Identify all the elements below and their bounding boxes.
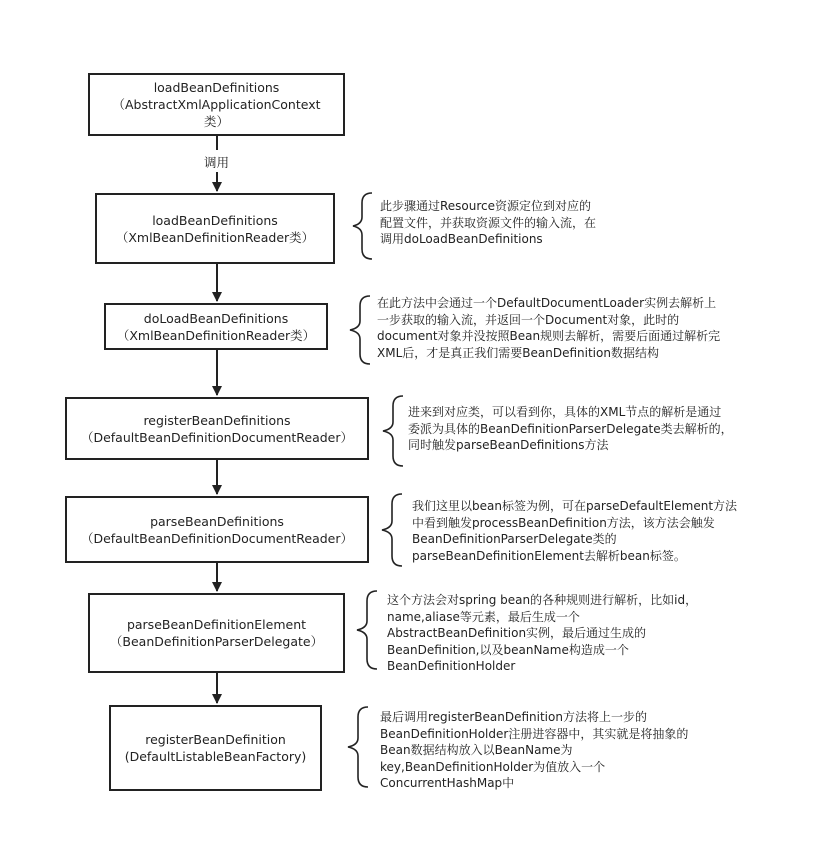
step-register-bean-definition xyxy=(109,705,322,791)
note-6-line-1: 最后调用registerBeanDefinition方法将上一步的 xyxy=(380,710,647,724)
note-1-line-1: 此步骤通过Resource资源定位到对应的 xyxy=(380,199,592,213)
step-6-line-1: parseBeanDefinitionElement xyxy=(126,617,307,632)
note-2-line-2: 一步获取的输入流，并返回一个Document对象，此时的 xyxy=(377,312,680,327)
step-3-line-2: （XmlBeanDefinitionReader类） xyxy=(116,327,316,343)
step-7-line-2: (DefaultListableBeanFactory) xyxy=(124,749,307,764)
step-register-bean-definitions xyxy=(65,397,369,460)
note-5-line-3: AbstractBeanDefinition实例，最后通过生成的 xyxy=(387,626,647,640)
note-6-line-5: ConcurrentHashMap中 xyxy=(380,776,515,790)
step-load-bean-definitions-context xyxy=(88,73,345,136)
note-3-line-1: 进来到对应类，可以看到你，具体的XML节点的解析是通过 xyxy=(408,405,722,419)
brace-4 xyxy=(382,494,402,566)
note-step-2 xyxy=(380,198,596,248)
step-1-line-2: （AbstractXmlApplicationContext xyxy=(112,97,321,112)
brace-2 xyxy=(350,296,370,364)
note-3-line-2: 委派为具体的BeanDefinitionParserDelegate类去解析的， xyxy=(408,421,733,436)
step-2-line-2: （XmlBeanDefinitionReader类） xyxy=(115,229,315,245)
step-parse-bean-definition-element xyxy=(88,593,345,673)
note-step-7 xyxy=(380,709,688,792)
note-1-line-3: 调用doLoadBeanDefinitions xyxy=(380,232,543,246)
note-4-line-3: BeanDefinitionParserDelegate类的 xyxy=(412,532,617,546)
note-2-line-1: 在此方法中会通过一个DefaultDocumentLoader实例去解析上 xyxy=(377,296,717,310)
note-5-line-5: BeanDefinitionHolder xyxy=(387,659,516,673)
step-load-bean-definitions-reader xyxy=(95,193,335,264)
note-2-line-3: document对象并没按照Bean规则去解析，需要后面通过解析完 xyxy=(377,329,721,343)
note-5-line-4: BeanDefinition,以及beanName构造成一个 xyxy=(387,642,629,657)
step-6-line-2: （BeanDefinitionParserDelegate） xyxy=(109,634,324,649)
note-step-3 xyxy=(377,295,720,361)
note-step-6 xyxy=(387,592,697,675)
brace-1 xyxy=(353,193,372,259)
note-4-line-1: 我们这里以bean标签为例，可在parseDefaultElement方法 xyxy=(412,499,738,513)
step-1-line-1: loadBeanDefinitions xyxy=(153,80,280,95)
note-4-line-4: parseBeanDefinitionElement去解析bean标签。 xyxy=(412,548,686,563)
note-4-line-2: 中看到触发processBeanDefinition方法，该方法会触发 xyxy=(412,515,715,530)
brace-6 xyxy=(348,707,368,787)
note-5-line-1: 这个方法会对spring bean的各种规则进行解析，比如id， xyxy=(387,593,698,607)
step-3-line-1: doLoadBeanDefinitions xyxy=(143,310,289,326)
step-5-line-1: parseBeanDefinitions xyxy=(150,513,284,529)
note-3-line-3: 同时触发parseBeanDefinitions方法 xyxy=(408,438,609,452)
note-step-4 xyxy=(408,404,733,454)
step-4-line-1: registerBeanDefinitions xyxy=(143,412,291,428)
step-4-line-2: （DefaultBeanDefinitionDocumentReader） xyxy=(80,429,354,445)
note-1-line-2: 配置文件，并获取资源文件的输入流，在 xyxy=(380,215,597,230)
brace-3 xyxy=(383,396,403,466)
note-step-5 xyxy=(412,498,737,564)
note-6-line-4: key,BeanDefinitionHolder为值放入一个 xyxy=(380,759,606,774)
call-label: 调用 xyxy=(204,155,230,170)
step-do-load-bean-definitions xyxy=(104,303,328,350)
step-5-line-2: （DefaultBeanDefinitionDocumentReader） xyxy=(80,530,354,546)
brace-5 xyxy=(357,591,377,669)
note-5-line-2: name,aliase等元素，最后生成一个 xyxy=(387,609,580,624)
step-2-line-1: loadBeanDefinitions xyxy=(152,212,278,228)
step-1-line-3: 类） xyxy=(203,114,229,129)
note-2-line-4: XML后，才是真正我们需要BeanDefinition数据结构 xyxy=(377,345,659,360)
note-6-line-2: BeanDefinitionHolder注册进容器中，其实就是将抽象的 xyxy=(380,726,689,741)
note-6-line-3: Bean数据结构放入以BeanName为 xyxy=(380,743,573,757)
step-7-line-1: registerBeanDefinition xyxy=(145,732,286,747)
step-parse-bean-definitions xyxy=(65,496,369,563)
